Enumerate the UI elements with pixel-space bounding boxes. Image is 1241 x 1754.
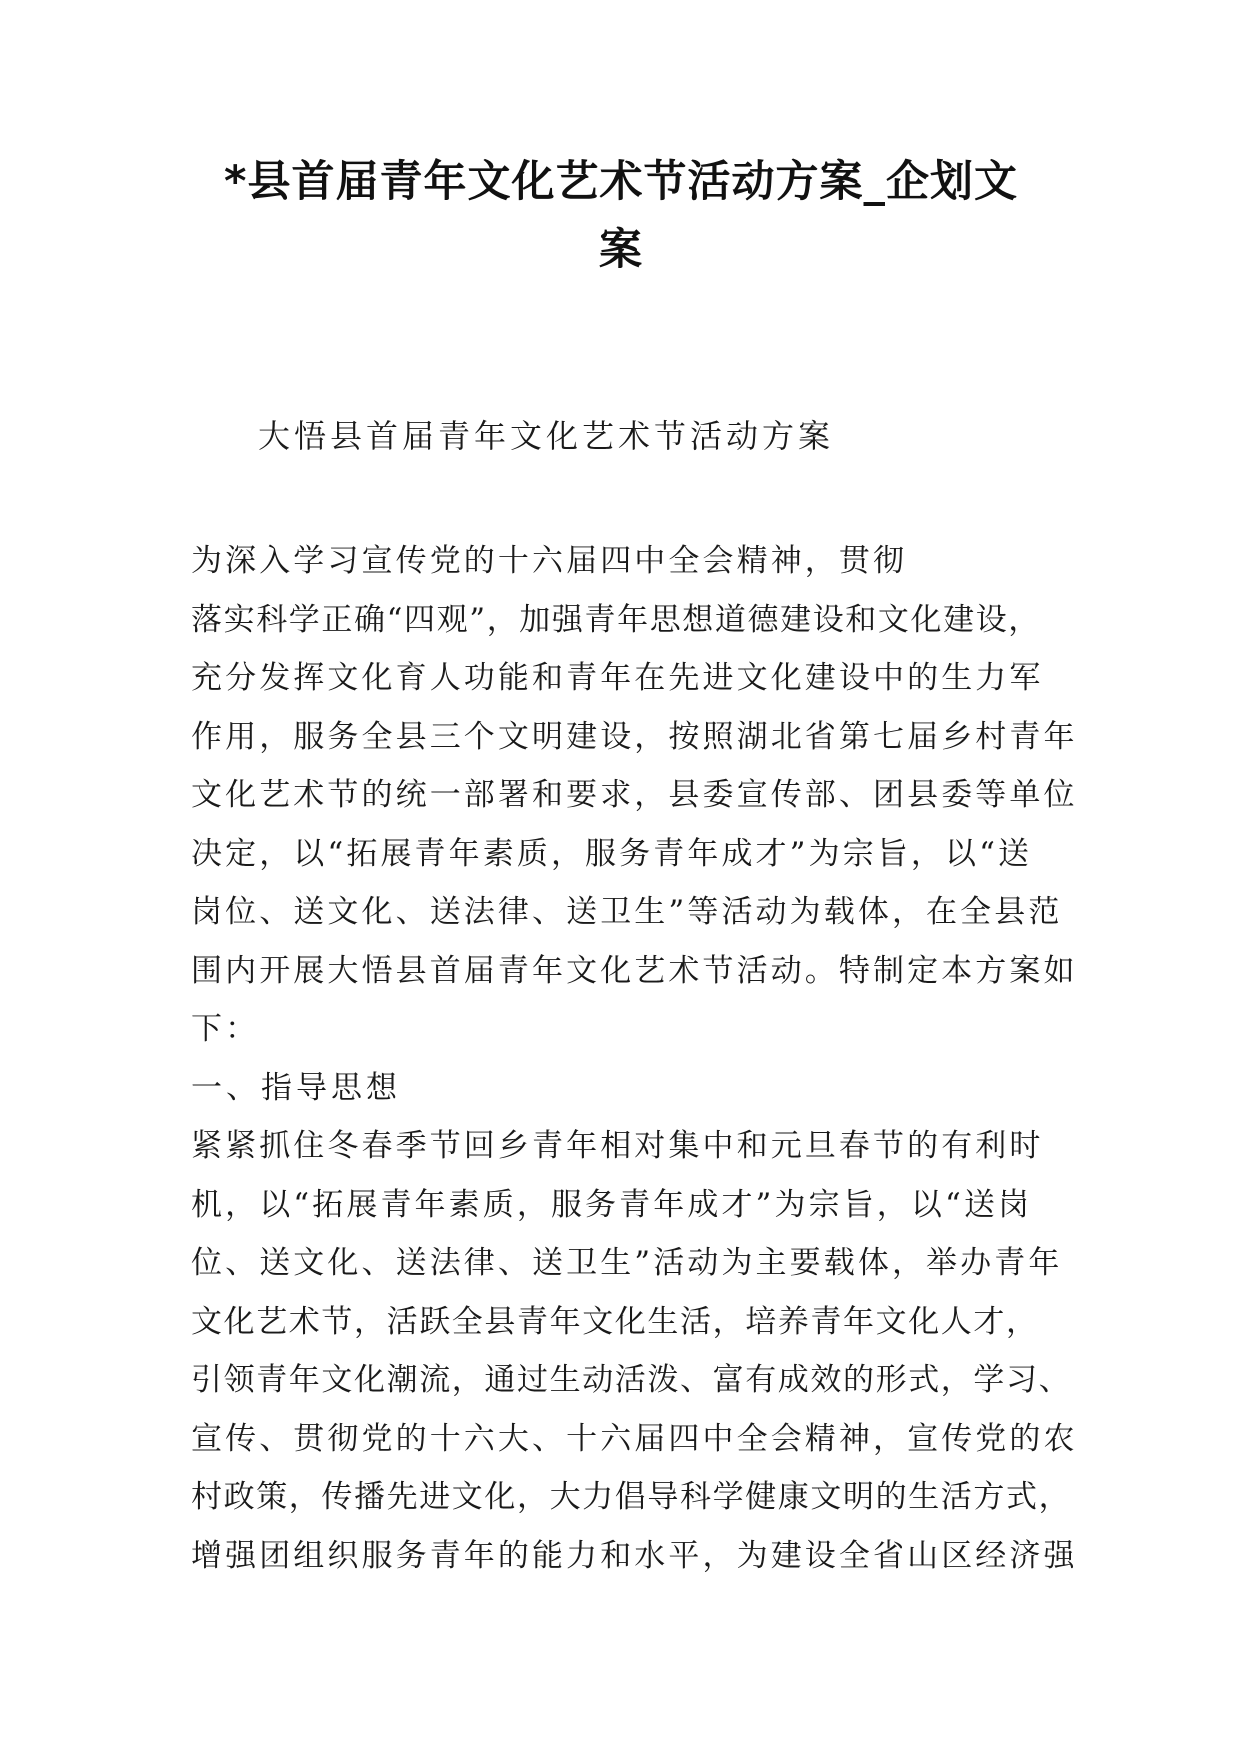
- body-line: 作用，服务全县三个文明建设，按照湖北省第七届乡村青年: [191, 718, 1078, 755]
- body-line: 宣传、贯彻党的十六大、十六届四中全会精神，宣传党的农: [191, 1420, 1078, 1457]
- body-line: 为深入学习宣传党的十六届四中全会精神，贯彻: [191, 543, 908, 579]
- body-line: 位、送文化、送法律、送卫生”活动为主要载体，举办青年: [191, 1245, 1063, 1281]
- section-heading: 一、指导思想: [191, 1069, 401, 1106]
- title-line-2: 案: [599, 225, 643, 275]
- document-subtitle: 大悟县首届青年文化艺术节活动方案: [258, 417, 835, 455]
- body-line: 充分发挥文化育人功能和青年在先进文化建设中的生力军: [191, 660, 1044, 696]
- body-line: 机，以“拓展青年素质，服务青年成才”为宗旨，以“送岗: [191, 1186, 1033, 1223]
- body-line: 围内开展大悟县首届青年文化艺术节活动。特制定本方案如: [191, 952, 1078, 989]
- document-title: [190, 148, 1052, 284]
- body-line: 落实科学正确“四观”，加强青年思想道德建设和文化建设，: [191, 601, 1041, 638]
- body-line: 下：: [191, 1011, 260, 1047]
- body-line: 文化艺术节，活跃全县青年文化生活，培养青年文化人才，: [191, 1303, 1039, 1340]
- body-line: 决定，以“拓展青年素质，服务青年成才”为宗旨，以“送: [191, 835, 1033, 872]
- document-body: [191, 532, 1078, 1585]
- body-line: 引领青年文化潮流，通过生动活泼、富有成效的形式，学习、: [191, 1362, 1072, 1398]
- body-line: 增强团组织服务青年的能力和水平，为建设全省山区经济强: [191, 1537, 1078, 1574]
- title-line-1: *县首届青年文化艺术节活动方案_企划文: [224, 157, 1018, 207]
- body-line: 村政策，传播先进文化，大力倡导科学健康文明的生活方式，: [191, 1479, 1072, 1515]
- body-line: 岗位、送文化、送法律、送卫生”等活动为载体，在全县范: [191, 894, 1063, 930]
- body-line: 紧紧抓住冬春季节回乡青年相对集中和元旦春节的有利时: [191, 1128, 1044, 1164]
- body-line: 文化艺术节的统一部署和要求，县委宣传部、团县委等单位: [191, 777, 1078, 813]
